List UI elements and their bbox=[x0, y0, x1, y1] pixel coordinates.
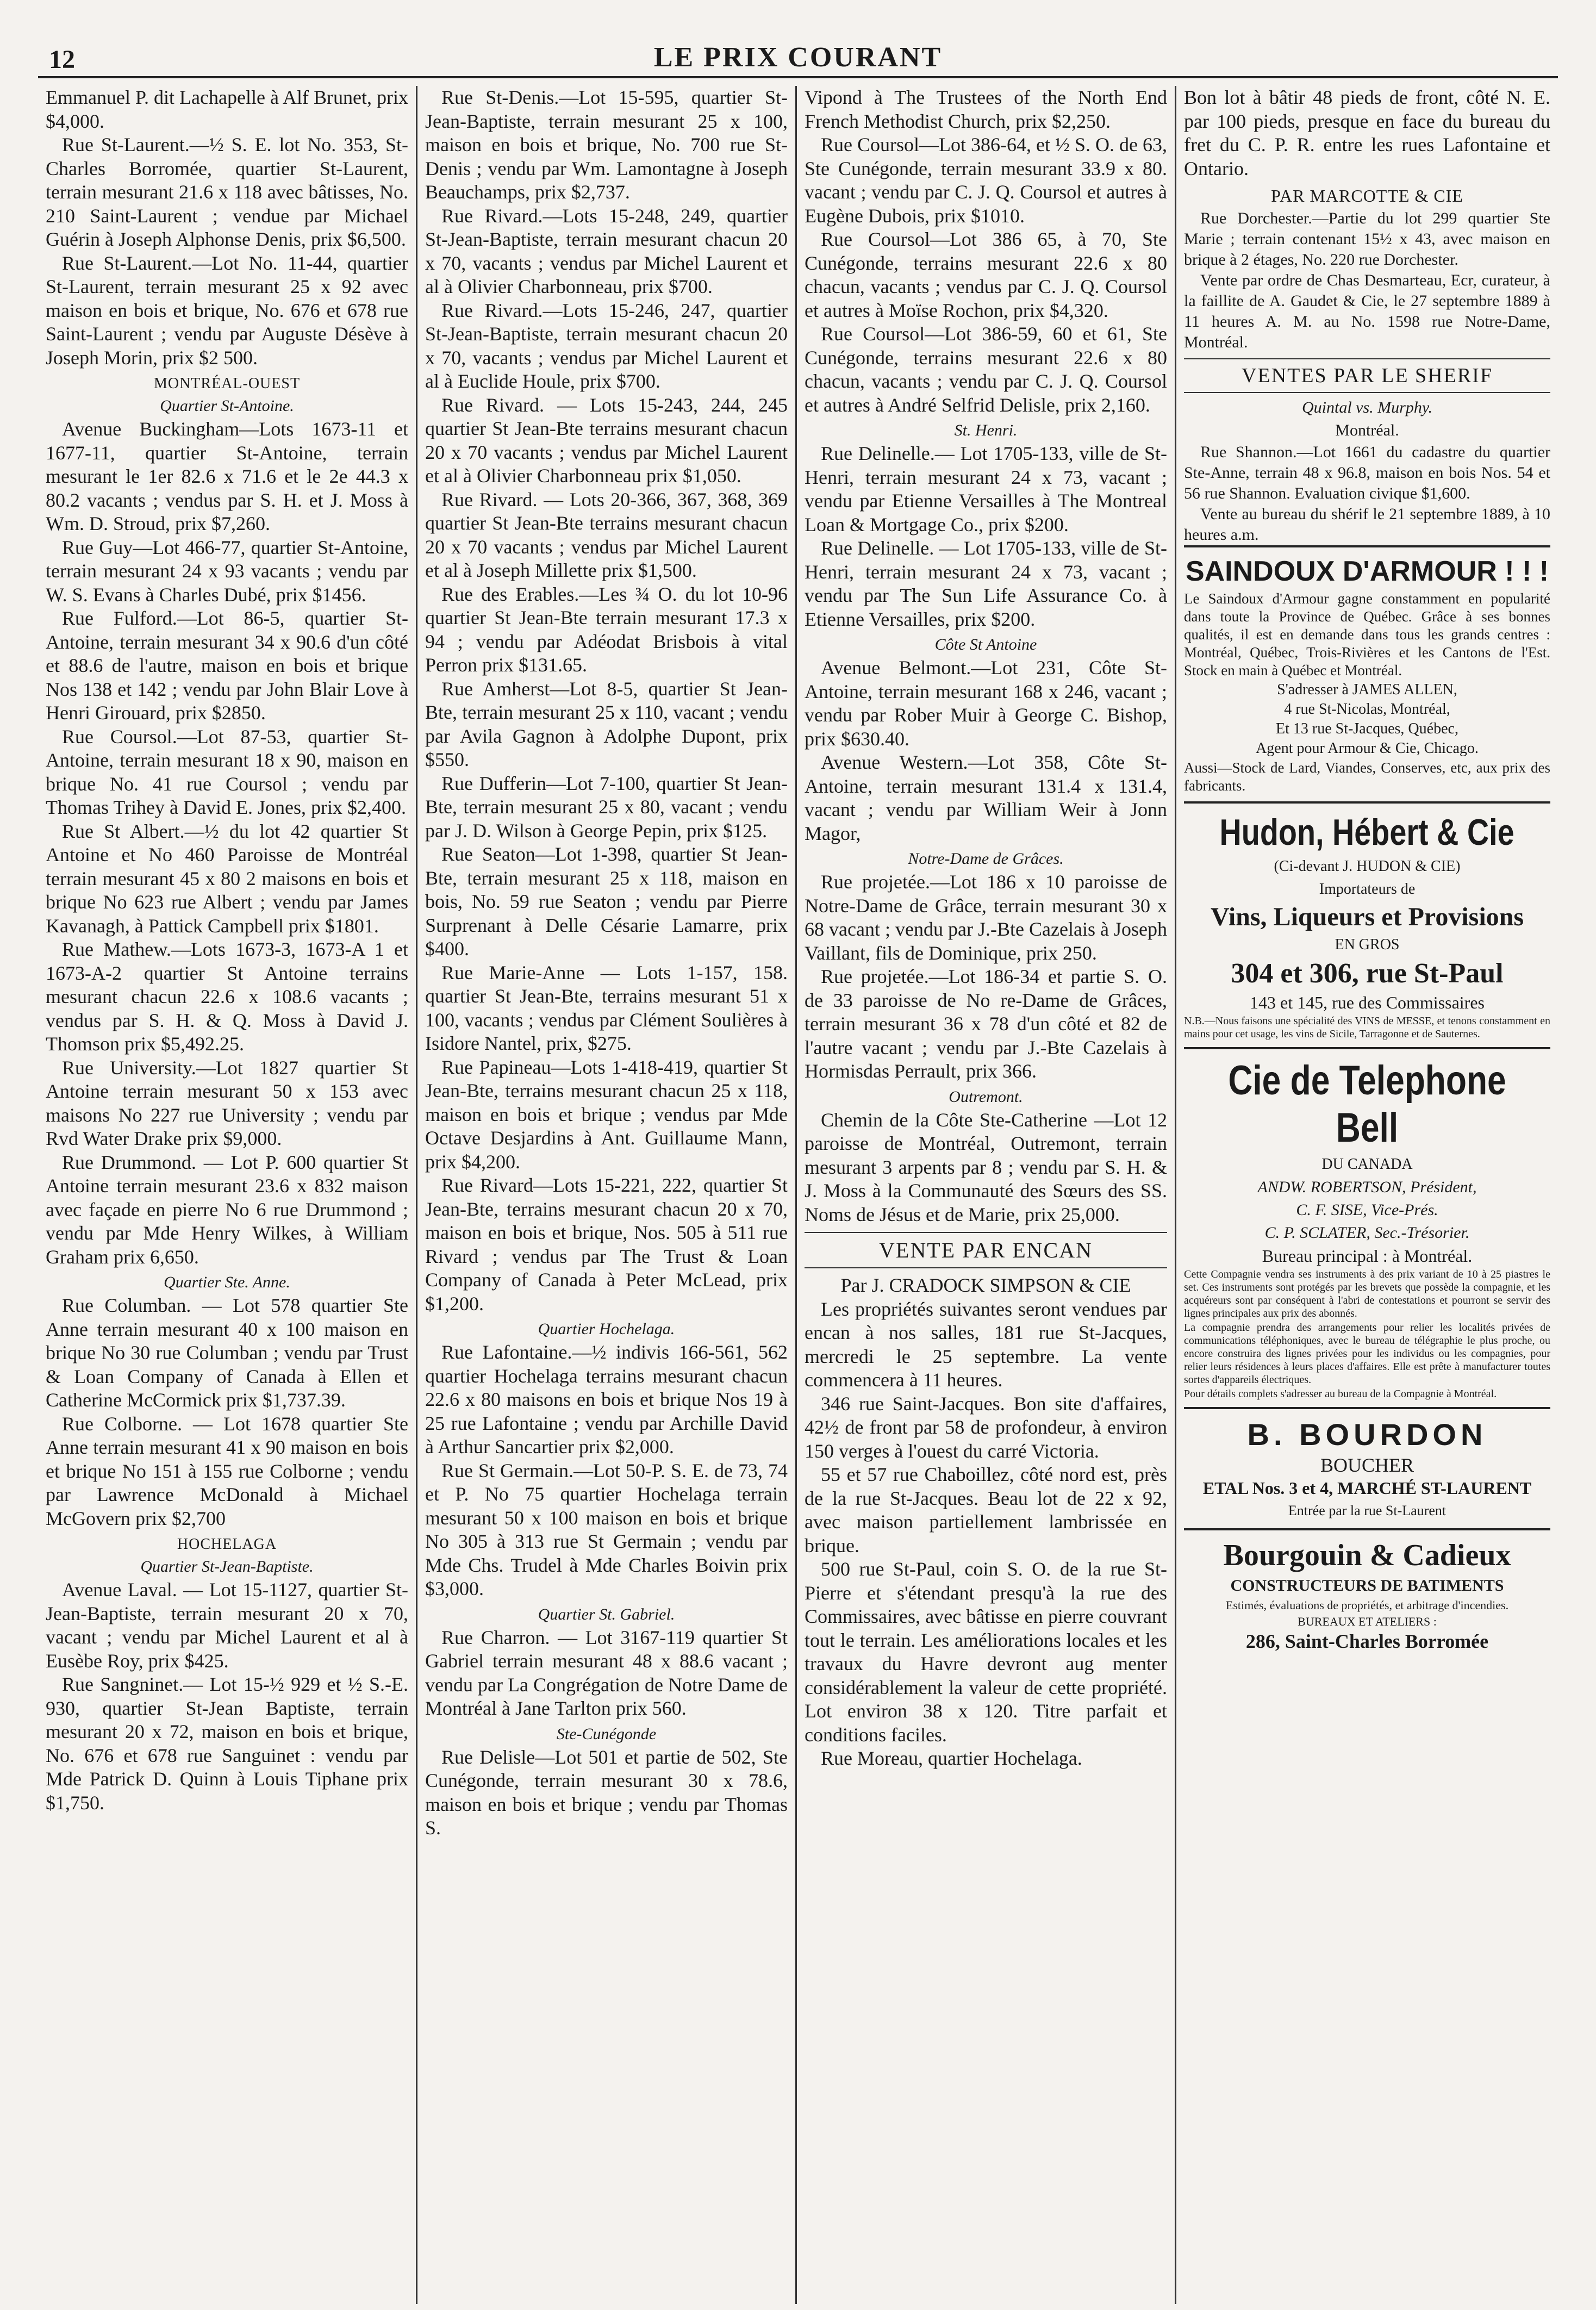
ad-bourgouin-cadieux bbox=[1184, 1528, 1550, 1659]
ad-line: C. F. SISE, Vice-Prés. bbox=[1296, 1201, 1438, 1219]
listing: Vipond à The Trustees of the North End French Methodist Church, prix $2,250. bbox=[805, 86, 1167, 132]
listing: Rue St-Denis.—Lot 15-595, quartier St-Jean-Baptiste, terrain mesurant 25 x 100, maison en bois et brique, No. 700 rue St-Denis ; vendu par Wm. Lamontagne à Joseph Beauchamps, prix $2,737. bbox=[425, 86, 788, 203]
listing: Rue St-Laurent.—Lot No. 11-44, quartier St-Laurent, terrain mesurant 25 x 92 avec maison en bois et brique, No. 676 et 678 rue Saint-Laurent ; vendu par Auguste Désève à Joseph Morin, prix $2 500. bbox=[46, 252, 408, 369]
listing: Rue St Germain.—Lot 50-P. S. E. de 73, 74 et P. No 75 quartier Hochelaga terrain mesurant 50 x 100 maison en bois et brique No 305 à 313 rue St Germain ; vendu par Mde Chs. Trudel à Mde Charles Boivin prix $3,000. bbox=[425, 1459, 788, 1599]
column-4 bbox=[1176, 86, 1558, 2304]
ad-bell-telephone bbox=[1184, 1047, 1550, 1407]
sheriff-heading: VENTES PAR LE SHERIF bbox=[1184, 358, 1550, 393]
listing: Rue Moreau, quartier Hochelaga. bbox=[821, 1747, 1082, 1769]
listing: Rue Dufferin—Lot 7-100, quartier St Jean-Bte, terrain mesurant 25 x 80, vacant ; vendu par J. D. Wilson à George Pepin, prix $125. bbox=[425, 772, 788, 842]
ad-line: 304 et 306, rue St-Paul bbox=[1231, 958, 1504, 989]
listing: Rue Delisle—Lot 501 et partie de 502, Ste Cunégonde, terrain mesurant 30 x 78.6, maison en bois et brique ; vendu par Thomas S. bbox=[425, 1746, 788, 1839]
listing: Chemin de la Côte Ste-Catherine —Lot 12 paroisse de Montréal, Outremont, terrain mesurant 3 arpents par 8 ; vendu par S. H. & J. Moss à la Communauté des Sœurs des SS. Noms de Jésus et de Marie, prix 25,000. bbox=[805, 1109, 1167, 1225]
listing: Rue Delinelle. — Lot 1705-133, ville de St-Henri, terrain mesurant 24 x 73, vacant ; vendu par The Sun Life Assurance Co. à Etienne Versailles, prix $200. bbox=[805, 537, 1167, 630]
listing: Rue Papineau—Lots 1-418-419, quartier St Jean-Bte, terrains mesurant chacun 25 x 118, maison en bois et brique ; vendus par Mde Octave Desjardins à Ant. Guillaume Mann, prix $4,200. bbox=[425, 1056, 788, 1173]
ad-line: 4 rue St-Nicolas, Montréal, bbox=[1284, 701, 1450, 718]
auctioneer: Par J. CRADOCK SIMPSON & CIE bbox=[840, 1274, 1131, 1296]
listing: Rue Mathew.—Lots 1673-3, 1673-A 1 et 1673-A-2 quartier St Antoine terrains mesurant chacun 22.6 x 108.6 vacants ; vendus par S. H. & Q. Moss à David J. Thomson prix $5,492.25. bbox=[46, 938, 408, 1055]
listing: Rue Fulford.—Lot 86-5, quartier St-Antoine, terrain mesurant 34 x 90.6 d'un côté et 88.6 de l'autre, maison en bois et brique Nos 138 et 142 ; vendu par John Blair Love à Henri Girouard, prix $2850. bbox=[46, 607, 408, 724]
listing: Rue des Erables.—Les ¾ O. du lot 10-96 quartier St Jean-Bte terrain mesurant 17.3 x 94 ; vendu par Adéodat Brisbois à vital Perron prix $131.65. bbox=[425, 583, 788, 676]
auction-intro: Les propriétés suivantes seront vendues par encan à nos salles, 181 rue St-Jacques, mercredi le 25 septembre. La vente commencera à 11 heures. bbox=[805, 1298, 1167, 1391]
listing: Avenue Buckingham—Lots 1673-11 et 1677-11, quartier St-Antoine, terrain mesurant le 1er 82.6 x 71.6 et le 2e 44.3 x 80.2 vacants ; vendus par S. H. et J. Moss à Wm. D. Stroud, prix $7,260. bbox=[46, 418, 408, 534]
ad-title: SAINDOUX D'ARMOUR ! ! ! bbox=[1185, 556, 1549, 587]
ad-line: C. P. SCLATER, Sec.-Trésorier. bbox=[1264, 1224, 1470, 1242]
listing: Rue Drummond. — Lot P. 600 quartier St Antoine terrain mesurant 23.6 x 832 maison avec façade en pierre No 6 rue Drummond ; vendu par Mde Henry Wilkes, à William Graham prix 6,650. bbox=[46, 1151, 408, 1268]
listing: Rue projetée.—Lot 186-34 et partie S. O. de 33 paroisse de No re-Dame de Grâces, terrain mesurant 36 x 78 d'un côté et 82 de l'autre vacant ; vendu par J.-Bte Cazelais à Hormisdas Perrault, prix 366. bbox=[805, 966, 1167, 1082]
subsection-heading: Quartier Ste. Anne. bbox=[164, 1273, 290, 1291]
listing: Emmanuel P. dit Lachapelle à Alf Brunet, prix $4,000. bbox=[46, 86, 408, 132]
ad-title: Bourgouin & Cadieux bbox=[1223, 1539, 1511, 1572]
listing: Rue Dorchester.—Partie du lot 299 quartier Ste Marie ; terrain contenant 15½ x 43, avec maison en brique à 2 étages, No. 220 rue Dorchester. bbox=[1184, 209, 1550, 269]
column-2 bbox=[417, 86, 797, 2304]
ad-body: Cette Compagnie vendra ses instruments à des prix variant de 10 à 25 piastres le set. Ces instruments sont protégés par les brevets que possède la compagnie, et les acquéreurs sont par conséquent à l'abri de contestations et pourront se servir des lignes principales aux prix des abonnés. bbox=[1184, 1268, 1550, 1319]
listing: Rue Coursol—Lot 386-64, et ½ S. O. de 63, Ste Cunégonde, terrain mesurant 33.9 x 80. vacant ; vendu par C. J. Q. Coursol et autres à Eugène Dubois, prix $1010. bbox=[805, 134, 1167, 227]
ad-line: (Ci-devant J. HUDON & CIE) bbox=[1274, 858, 1461, 875]
listing: Rue University.—Lot 1827 quartier St Antoine terrain mesurant 50 x 153 avec maisons No 227 rue University ; vendu par Rvd Water Drake prix $9,000. bbox=[46, 1056, 408, 1149]
subsection-heading: Outremont. bbox=[949, 1087, 1023, 1106]
columns bbox=[38, 86, 1558, 2304]
ad-line: BUREAUX ET ATELIERS : bbox=[1298, 1615, 1437, 1628]
section-heading: MONTRÉAL-OUEST bbox=[153, 375, 301, 392]
listing: Rue Rivard—Lots 15-221, 222, quartier St Jean-Bte, terrains mesurant chacun 20 x 70, maison en bois et brique, Nos. 505 à 511 rue Rivard ; vendus par The Trust & Loan Company of Canada à Peter McLead, prix $1,200. bbox=[425, 1174, 788, 1315]
ad-title bbox=[1184, 811, 1550, 854]
ad-line: S'adresser à JAMES ALLEN, bbox=[1277, 681, 1457, 698]
listing: Rue Rivard. — Lots 15-243, 244, 245 quartier St Jean-Bte terrains mesurant chacun 20 x 70 vacants ; vendus par Michel Laurent et al à Olivier Charbonneau prix $1,050. bbox=[425, 394, 788, 487]
auction-heading: VENTE PAR ENCAN bbox=[805, 1232, 1167, 1268]
masthead-title: LE PRIX COURANT bbox=[653, 42, 943, 73]
ad-line: 143 et 145, rue des Commissaires bbox=[1250, 993, 1485, 1012]
ad-line: ANDW. ROBERTSON, Président, bbox=[1257, 1178, 1477, 1196]
listing: Rue St-Laurent.—½ S. E. lot No. 353, St-Charles Borromée, quartier St-Laurent, terrain mesurant 21.6 x 118 avec bâtisses, No. 210 Saint-Laurent ; vendue par Michael Guérin à Joseph Alphonse Denis, prix $6,500. bbox=[46, 134, 408, 250]
ad-body: Le Saindoux d'Armour gagne constamment en popularité dans toute la Province de Québec. Grâce à ses bonnes qualités, il est en demande dans tous les grands centres : Montréal, Québec, Trois-Rivières et les Cantons de l'Est. Stock en main à Québec et Montréal. bbox=[1184, 590, 1550, 678]
ad-line: Bureau principal : à Montréal. bbox=[1262, 1246, 1473, 1266]
listing: Bon lot à bâtir 48 pieds de front, côté N. E. par 100 pieds, presque en face du bureau du fret du C. P. R. entre les rues Lafontaine et Ontario. bbox=[1184, 86, 1550, 179]
ad-line: BOUCHER bbox=[1320, 1454, 1414, 1476]
listing: Rue projetée.—Lot 186 x 10 paroisse de Notre-Dame de Grâce, terrain mesurant 30 x 68 vacant ; vendu par J.-Bte Cazelais à Joseph Vaillant, fils de Dominique, prix 250. bbox=[805, 871, 1167, 964]
listing: 346 rue Saint-Jacques. Bon site d'affaires, 42½ de front par 58 de profondeur, à environ 150 verges à l'ouest du carré Victoria. bbox=[805, 1392, 1167, 1462]
ad-hudon bbox=[1184, 801, 1550, 1047]
listing: Avenue Belmont.—Lot 231, Côte St-Antoine, terrain mesurant 168 x 246, vacant ; vendu par Rober Muir à George C. Bishop, prix $630.40. bbox=[805, 657, 1167, 750]
listing: Avenue Laval. — Lot 15-1127, quartier St-Jean-Baptiste, terrain mesurant 20 x 70, vacant ; vendu par Michel Laurent et al à Eusèbe Roy, prix $425. bbox=[46, 1579, 408, 1672]
listing: Rue St Albert.—½ du lot 42 quartier St Antoine et No 460 Paroisse de Montréal terrain mesurant 45 x 80 2 maisons en bois et brique No 623 rue Albert ; vendu par James Kavanagh, à Pattick Campbell prix $1801. bbox=[46, 820, 408, 937]
ad-line: Entrée par la rue St-Laurent bbox=[1288, 1503, 1447, 1518]
ad-armour bbox=[1184, 545, 1550, 801]
section-heading: PAR MARCOTTE & CIE bbox=[1271, 186, 1463, 206]
page-number: 12 bbox=[49, 45, 75, 74]
ad-body: Pour détails complets s'adresser au bureau de la Compagnie à Montréal. bbox=[1184, 1388, 1497, 1400]
listing: Rue Coursol—Lot 386-59, 60 et 61, Ste Cunégonde, terrains mesurant 22.6 x 80 chacun, vacants ; vendu par C. J. Q. Coursol et autres à André Selfrid Delisle, prix 2,160. bbox=[805, 323, 1167, 416]
ad-line: Aussi—Stock de Lard, Viandes, Conserves, etc, aux prix des fabricants. bbox=[1184, 759, 1550, 794]
listing: Rue Delinelle.— Lot 1705-133, ville de St-Henri, terrain mesurant 24 x 73, vacant ; vendu par Etienne Versailles à The Montreal Loan & Mortgage Co., prix $200. bbox=[805, 443, 1167, 536]
column-3 bbox=[797, 86, 1176, 2304]
ad-title: B. BOURDON bbox=[1247, 1417, 1487, 1452]
subsection-heading: Quartier Hochelaga. bbox=[538, 1320, 675, 1338]
ad-note: N.B.—Nous faisons une spécialité des VINS de MESSE, et tenons constamment en mains pour cet usage, les vins de Sicile, Tarragonne et de Sauternes. bbox=[1184, 1015, 1550, 1040]
ad-line: ETAL Nos. 3 et 4, MARCHÉ ST-LAURENT bbox=[1202, 1478, 1532, 1498]
listing: Rue Lafontaine.—½ indivis 166-561, 562 quartier Hochelaga terrains mesurant chacun 22.6 x 80 maisons en bois et brique Nos 19 à 25 rue Lafontaine ; vendu par Archille David à Arthur Sancartier prix $2,000. bbox=[425, 1341, 788, 1458]
listing: Rue Coursol—Lot 386 65, à 70, Ste Cunégonde, terrains mesurant 22.6 x 80 chacun, vacants ; vendus par C. J. Q. Coursol et autres à Moïse Rochon, prix $4,320. bbox=[805, 228, 1167, 321]
listing: Rue Shannon.—Lot 1661 du cadastre du quartier Ste-Anne, terrain 48 x 96.8, maison en bois Nos. 54 et 56 rue Shannon. Evaluation civique $1,600. bbox=[1184, 443, 1550, 502]
listing: Rue Seaton—Lot 1-398, quartier St Jean-Bte, terrain mesurant 25 x 118, maison en bois, No. 59 rue Seaton ; vendu par Pierre Surprenant à Delle Césarie Lamarre, prix $400. bbox=[425, 843, 788, 960]
ad-line: Vins, Liqueurs et Provisions bbox=[1210, 902, 1524, 931]
listing: Vente par ordre de Chas Desmarteau, Ecr, curateur, à la faillite de A. Gaudet & Cie, le 27 septembre 1889 à 11 heures A. M. au No. 1598 rue Notre-Dame, Montréal. bbox=[1184, 271, 1550, 351]
listing: 500 rue St-Paul, coin S. O. de la rue St-Pierre et s'étendant presqu'à la rue des Commissaires, avec bâtisse en pierre couvrant tout le terrain. Les améliorations locales et les travaux du Havre devront aug menter considérablement la valeur de cette propriété. Lot environ 38 x 120. Titre parfait et conditions faciles. bbox=[805, 1558, 1167, 1746]
subsection-heading: Montréal. bbox=[1335, 421, 1399, 439]
subsection-heading: Côte St Antoine bbox=[934, 636, 1037, 653]
listing: Rue Rivard.—Lots 15-246, 247, quartier St-Jean-Baptiste, terrain mesurant chacun 20 x 70, vacants ; vendus par Michel Laurent et al à Euclide Houle, prix $700. bbox=[425, 299, 788, 392]
subsection-heading: Quintal vs. Murphy. bbox=[1302, 399, 1432, 416]
ad-line: CONSTRUCTEURS DE BATIMENTS bbox=[1230, 1577, 1504, 1595]
ad-line: EN GROS bbox=[1335, 936, 1400, 953]
listing: Rue Columban. — Lot 578 quartier Ste Anne terrain mesurant 40 x 100 maison en brique No 30 rue Columban ; vendu par Trust & Loan Company of Canada à Ellen et Catherine McCormick prix $1,737.39. bbox=[46, 1294, 408, 1411]
subsection-heading: Quartier St-Jean-Baptiste. bbox=[140, 1558, 314, 1576]
subsection-heading: St. Henri. bbox=[954, 421, 1018, 439]
listing: Rue Guy—Lot 466-77, quartier St-Antoine, terrain mesurant 24 x 93 vacants ; vendu par W. S. Evans à Charles Dubé, prix $1456. bbox=[46, 536, 408, 606]
listing: Avenue Western.—Lot 358, Côte St-Antoine, terrain mesurant 131.4 x 131.4, vacant ; vendu par William Weir à Jonn Magor, bbox=[805, 751, 1167, 844]
ad-line: Importateurs de bbox=[1319, 881, 1416, 898]
ad-line: Estimés, évaluations de propriétés, et arbitrage d'incendies. bbox=[1225, 1598, 1509, 1612]
ad-title-text: Hudon, Hébert & Cie bbox=[1219, 812, 1515, 853]
subsection-heading: Notre-Dame de Grâces. bbox=[908, 850, 1064, 868]
listing: Rue Marie-Anne — Lots 1-157, 158. quartier St Jean-Bte, terrains mesurant 51 x 100, vacants ; vendus par Clément Soulières à Isidore Nantel, prix, $275. bbox=[425, 961, 788, 1054]
listing: Rue Colborne. — Lot 1678 quartier Ste Anne terrain mesurant 41 x 90 maison en bois et brique No 151 à 155 rue Colborne ; vendu par Lawrence McDonald à Michael McGovern prix $2,700 bbox=[46, 1412, 408, 1529]
column-1 bbox=[38, 86, 417, 2304]
subsection-heading: Quartier St. Gabriel. bbox=[538, 1605, 675, 1623]
listing: Rue Rivard. — Lots 20-366, 367, 368, 369 quartier St Jean-Bte terrains mesurant chacun 20 x 70 vacants ; vendus par Michel Laurent et al à Joseph Millette prix $1,500. bbox=[425, 488, 788, 581]
ad-line: Agent pour Armour & Cie, Chicago. bbox=[1256, 740, 1479, 757]
page-header bbox=[38, 38, 1558, 78]
subsection-heading: Quartier St-Antoine. bbox=[160, 397, 294, 415]
ad-line: DU CANADA bbox=[1321, 1156, 1413, 1173]
listing: Rue Sangninet.— Lot 15-½ 929 et ½ S.-E. 930, quartier St-Jean Baptiste, terrain mesurant 20 x 72, maison en bois et brique, No. 676 et 678 rue Sanguinet : vendu par Mde Patrick D. Quinn à Louis Tiphane prix $1,750. bbox=[46, 1673, 408, 1814]
listing: Rue Amherst—Lot 8-5, quartier St Jean-Bte, terrain mesurant 25 x 110, vacant ; vendu par Avila Gagnon à Adolphe Dupont, prix $550. bbox=[425, 677, 788, 770]
ad-title-text: Cie de Telephone Bell bbox=[1228, 1057, 1506, 1151]
ad-line: 286, Saint-Charles Borromée bbox=[1245, 1630, 1489, 1652]
ad-title bbox=[1184, 1057, 1550, 1151]
listing: Vente au bureau du shérif le 21 septembre 1889, à 10 heures a.m. bbox=[1184, 505, 1550, 544]
listing: Rue Charron. — Lot 3167-119 quartier St Gabriel terrain mesurant 48 x 88.6 vacant ; vendu par La Congrégation de Notre Dame de Montréal à Jane Tarlton prix 560. bbox=[425, 1626, 788, 1719]
ad-body: La compagnie prendra des arrangements pour relier les localités privées de communications téléphoniques, avec le bureau de télégraphie le plus proche, ou encore construira des lignes privées pour les individus ou les compagnies, pour relier leurs résidences à leurs places d'affaires. Elle est prête à manufacturer toutes sortes d'appareils électriques. bbox=[1184, 1322, 1550, 1386]
section-heading: HOCHELAGA bbox=[177, 1536, 277, 1553]
listing: Rue Coursol.—Lot 87-53, quartier St-Antoine, terrain mesurant 18 x 90, maison en brique No. 41 rue Coursol ; vendu par Thomas Trihey à David E. Jones, prix $2,400. bbox=[46, 725, 408, 818]
listing: 55 et 57 rue Chaboillez, côté nord est, près de la rue St-Jacques. Beau lot de 22 x 92, avec maison partiellement lambrissée en brique. bbox=[805, 1464, 1167, 1556]
subsection-heading: Ste-Cunégonde bbox=[556, 1724, 657, 1743]
ad-line: Et 13 rue St-Jacques, Québec, bbox=[1276, 720, 1458, 737]
listing: Rue Rivard.—Lots 15-248, 249, quartier St-Jean-Baptiste, terrain mesurant chacun 20 x 70, vacants ; vendus par Michel Laurent et al à Olivier Charbonneau, prix $700. bbox=[425, 204, 788, 297]
ad-bourdon bbox=[1184, 1407, 1550, 1528]
